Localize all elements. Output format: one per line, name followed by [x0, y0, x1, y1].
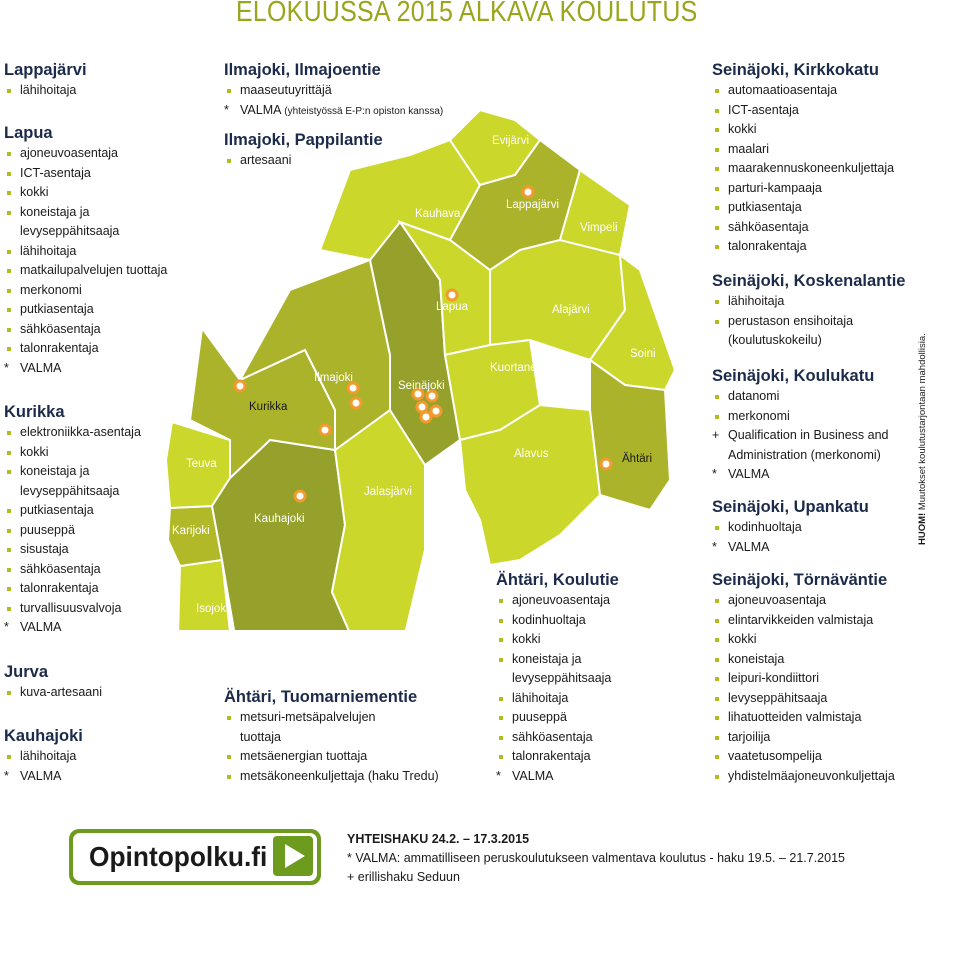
bullet-icon — [227, 716, 231, 720]
list-item: lihatuotteiden valmistaja — [712, 708, 895, 728]
map-label: Kauhajoki — [254, 513, 305, 525]
bullet-icon — [715, 599, 719, 603]
pin-kurikka — [235, 381, 245, 391]
list-item: * VALMA — [712, 465, 889, 485]
opintopolku-logo[interactable] — [69, 829, 321, 885]
bullet-icon — [715, 300, 719, 304]
bullet-icon — [715, 226, 719, 230]
list-item: sisustaja — [4, 540, 141, 560]
bullet-icon — [715, 736, 719, 740]
bullet-icon — [7, 172, 11, 176]
list-item: kodinhuoltaja — [712, 518, 869, 538]
list-item: kokki — [712, 120, 894, 140]
bullet-icon — [715, 206, 719, 210]
section-title: Lapua — [4, 124, 53, 142]
list-item: kuva-artesaani — [4, 683, 102, 703]
list-item: kokki — [712, 630, 895, 650]
bullet-icon — [499, 697, 503, 701]
list-item: * VALMA — [4, 618, 141, 638]
list-item: yhdistelmäajoneuvonkuljettaja — [712, 767, 895, 787]
bullet-icon — [227, 755, 231, 759]
list-item: * VALMA (yhteistyössä E-P:n opiston kanssa) — [224, 102, 444, 117]
map-label: Lapua — [436, 301, 468, 313]
bullet-icon — [715, 395, 719, 399]
bullet-icon — [227, 775, 231, 779]
map-label: Ilmajoki — [314, 372, 353, 384]
section-title: Seinäjoki, Kirkkokatu — [712, 61, 879, 79]
bullet-icon — [499, 599, 503, 603]
section-title: Seinäjoki, Koulukatu — [712, 367, 875, 385]
list-item: koneistaja — [712, 650, 895, 670]
section-upankatu — [712, 497, 869, 557]
bullet-icon — [715, 697, 719, 701]
asterisk-mark: * — [712, 467, 717, 481]
bullet-icon — [715, 638, 719, 642]
section-kauhajoki — [4, 726, 83, 786]
bullet-icon — [7, 269, 11, 273]
section-koulukatu — [712, 366, 889, 485]
asterisk-mark: * — [4, 360, 9, 375]
bullet-icon — [7, 289, 11, 293]
bullet-icon — [7, 607, 11, 611]
list-item: ICT-asentaja — [712, 101, 894, 121]
list-item: + Qualification in Business and — [712, 426, 889, 446]
list-item: puuseppä — [4, 521, 141, 541]
bullet-icon — [715, 187, 719, 191]
bullet-icon — [715, 716, 719, 720]
section-ahtari-tuomarniementie — [224, 687, 439, 786]
seduun-note: + erillishaku Seduun — [347, 870, 460, 884]
list-item: sähköasentaja — [712, 218, 894, 238]
list-item: maalari — [712, 140, 894, 160]
map-label: Karijoki — [172, 525, 210, 537]
list-item: merkonomi — [4, 281, 167, 301]
logo-text: Opintopolku.fi — [89, 841, 268, 872]
bullet-icon — [499, 755, 503, 759]
bullet-icon — [7, 470, 11, 474]
list-item: automaatioasentaja — [712, 81, 894, 101]
bullet-icon — [7, 347, 11, 351]
section-title: Ilmajoki, Ilmajoentie — [224, 61, 381, 79]
section-kirkkokatu — [712, 60, 894, 257]
list-item: * VALMA — [496, 767, 619, 787]
list-item: koneistaja ja — [4, 203, 167, 223]
list-item: vaatetusompelija — [712, 747, 895, 767]
section-title: Kurikka — [4, 403, 65, 421]
bullet-icon — [7, 431, 11, 435]
bullet-icon — [715, 415, 719, 419]
list-item: sähköasentaja — [496, 728, 619, 748]
list-item: tarjoilija — [712, 728, 895, 748]
list-item: kodinhuoltaja — [496, 611, 619, 631]
section-koskenalantie — [712, 271, 906, 351]
map-label: Kauhava — [415, 208, 461, 220]
list-item: metsäkoneenkuljettaja (haku Tredu) — [224, 767, 439, 787]
list-item: turvallisuusvalvoja — [4, 599, 141, 619]
section-title: Seinäjoki, Koskenalantie — [712, 272, 906, 290]
bullet-icon — [715, 526, 719, 530]
section-title: Ähtäri, Koulutie — [496, 571, 619, 589]
asterisk-mark: * — [496, 768, 501, 783]
list-item: talonrakentaja — [712, 237, 894, 257]
list-item: ajoneuvoasentaja — [4, 144, 167, 164]
list-item: levyseppähitsaaja — [20, 483, 120, 498]
list-item: maaseutuyrittäjä — [224, 81, 443, 101]
section-title: Lappajärvi — [4, 61, 87, 79]
list-item: kokki — [4, 443, 141, 463]
list-item: Administration (merkonomi) — [728, 447, 881, 462]
list-item: lähihoitaja — [712, 292, 906, 312]
map-label: Vimpeli — [580, 222, 618, 234]
section-title: Kauhajoki — [4, 727, 83, 745]
list-item: talonrakentaja — [496, 747, 619, 767]
bullet-icon — [499, 619, 503, 623]
section-tornavantie — [712, 570, 895, 786]
list-item: ajoneuvoasentaja — [712, 591, 895, 611]
section-title: Seinäjoki, Upankatu — [712, 498, 869, 516]
bullet-icon — [7, 691, 11, 695]
bullet-icon — [715, 677, 719, 681]
bullet-icon — [715, 619, 719, 623]
list-item: parturi-kampaaja — [712, 179, 894, 199]
list-item: perustason ensihoitaja — [712, 312, 906, 332]
section-title: Ilmajoki, Pappilantie — [224, 131, 383, 149]
list-item: lähihoitaja — [496, 689, 619, 709]
pin-lappajarvi — [523, 187, 533, 197]
yhteishaku-dates: YHTEISHAKU 24.2. – 17.3.2015 — [347, 832, 530, 846]
pin-ilmajoki-3 — [320, 425, 330, 435]
side-note: HUOM! Muutokset koulutustarjontaan mahdollisia. — [917, 333, 928, 545]
list-item: tuottaja — [240, 729, 282, 744]
asterisk-mark: * — [712, 539, 717, 554]
list-item: talonrakentaja — [4, 339, 167, 359]
bullet-icon — [715, 320, 719, 324]
list-item: putkiasentaja — [4, 501, 141, 521]
list-item: maarakennuskoneenkuljettaja — [712, 159, 894, 179]
list-item: ajoneuvoasentaja — [496, 591, 619, 611]
asterisk-mark: * — [4, 620, 9, 634]
section-title: Jurva — [4, 663, 49, 681]
list-item: putkiasentaja — [4, 300, 167, 320]
map-label: Isojoki — [196, 603, 229, 615]
list-item: matkailupalvelujen tuottaja — [4, 261, 167, 281]
bullet-icon — [499, 658, 503, 662]
page-title: ELOKUUSSA 2015 ALKAVA KOULUTUS — [236, 0, 698, 28]
section-title: Ähtäri, Tuomarniementie — [224, 688, 418, 706]
list-item: kokki — [4, 183, 167, 203]
list-item: artesaani — [224, 151, 383, 171]
pin-ilmajoki-2 — [351, 398, 361, 408]
list-item: levyseppähitsaaja — [20, 224, 120, 238]
map-label: Kuortane — [490, 362, 537, 374]
bullet-icon — [7, 211, 11, 215]
bullet-icon — [7, 529, 11, 533]
bullet-icon — [715, 167, 719, 171]
bullet-icon — [499, 736, 503, 740]
bullet-icon — [715, 109, 719, 113]
bullet-icon — [7, 755, 11, 759]
bullet-icon — [715, 245, 719, 249]
bullet-icon — [7, 250, 11, 254]
map-label: Evijärvi — [492, 135, 530, 147]
region-map — [160, 110, 680, 630]
asterisk-mark: * — [4, 768, 9, 783]
bullet-icon — [7, 308, 11, 312]
pin-kauhajoki — [295, 491, 305, 501]
map-label: Alavus — [514, 448, 549, 460]
bullet-icon — [715, 148, 719, 152]
section-lapua — [4, 123, 167, 378]
list-item: lähihoitaja — [4, 81, 87, 101]
map-label: Lappajärvi — [506, 199, 560, 211]
list-item: ICT-asentaja — [4, 164, 167, 184]
list-item: kokki — [496, 630, 619, 650]
pin-lapua — [447, 290, 457, 300]
pin-seinajoki-2 — [427, 391, 437, 401]
map-label: Ähtäri — [622, 453, 653, 465]
list-item: sähköasentaja — [4, 320, 167, 340]
pin-ilmajoki-1 — [348, 383, 358, 393]
section-title: Seinäjoki, Törnäväntie — [712, 571, 888, 589]
map-label: Soini — [630, 348, 656, 360]
bullet-icon — [7, 152, 11, 156]
bullet-icon — [7, 587, 11, 591]
bullet-icon — [715, 755, 719, 759]
list-item: datanomi — [712, 387, 889, 407]
map-label: Teuva — [186, 458, 217, 470]
list-item: levyseppähitsaaja — [512, 671, 612, 685]
section-jurva — [4, 662, 102, 703]
list-item: puuseppä — [496, 708, 619, 728]
list-item: metsuri-metsäpalvelujen — [224, 708, 439, 728]
list-item: metsäenergian tuottaja — [224, 747, 439, 767]
bullet-icon — [7, 509, 11, 513]
bullet-icon — [7, 451, 11, 455]
map-label: Seinäjoki — [398, 380, 445, 392]
list-item: koneistaja ja — [496, 650, 619, 670]
map-label: Kurikka — [249, 401, 288, 413]
list-item: sähköasentaja — [4, 560, 141, 580]
list-item: lähihoitaja — [4, 242, 167, 262]
list-item: merkonomi — [712, 407, 889, 427]
footer-notes — [347, 830, 845, 887]
section-kurikka — [4, 402, 141, 638]
plus-mark: + — [712, 428, 720, 442]
pin-ahtari — [601, 459, 611, 469]
pin-seinajoki-3 — [417, 402, 427, 412]
bullet-icon — [715, 775, 719, 779]
list-item: elintarvikkeiden valmistaja — [712, 611, 895, 631]
list-item: koneistaja ja — [4, 462, 141, 482]
list-item: levyseppähitsaaja — [712, 689, 895, 709]
map-label: Alajärvi — [552, 304, 590, 316]
list-item: talonrakentaja — [4, 579, 141, 599]
bullet-icon — [7, 548, 11, 552]
pin-seinajoki-5 — [421, 412, 431, 422]
bullet-icon — [715, 658, 719, 662]
bullet-icon — [7, 328, 11, 332]
bullet-icon — [7, 568, 11, 572]
list-item: * VALMA — [712, 538, 869, 558]
bullet-icon — [715, 128, 719, 132]
bullet-icon — [715, 89, 719, 93]
bullet-icon — [7, 89, 11, 93]
list-item: leipuri-kondiittori — [712, 669, 895, 689]
pin-seinajoki-4 — [431, 406, 441, 416]
valma-note: * VALMA: ammatilliseen peruskoulutukseen valmentava koulutus - haku 19.5. – 21.7.2015 — [347, 851, 845, 865]
bullet-icon — [499, 638, 503, 642]
list-item: putkiasentaja — [712, 198, 894, 218]
list-item: elektroniikka-asentaja — [4, 423, 141, 443]
play-arrow-icon — [273, 836, 313, 876]
list-item: * VALMA — [4, 767, 83, 787]
list-item: lähihoitaja — [4, 747, 83, 767]
section-ahtari-koulutie — [496, 570, 619, 786]
bullet-icon — [499, 716, 503, 720]
map-label: Jalasjärvi — [364, 486, 412, 498]
list-item: (koulutuskokeilu) — [728, 333, 822, 347]
section-lappajarvi — [4, 60, 87, 101]
bullet-icon — [7, 191, 11, 195]
list-item: * VALMA — [4, 359, 167, 379]
